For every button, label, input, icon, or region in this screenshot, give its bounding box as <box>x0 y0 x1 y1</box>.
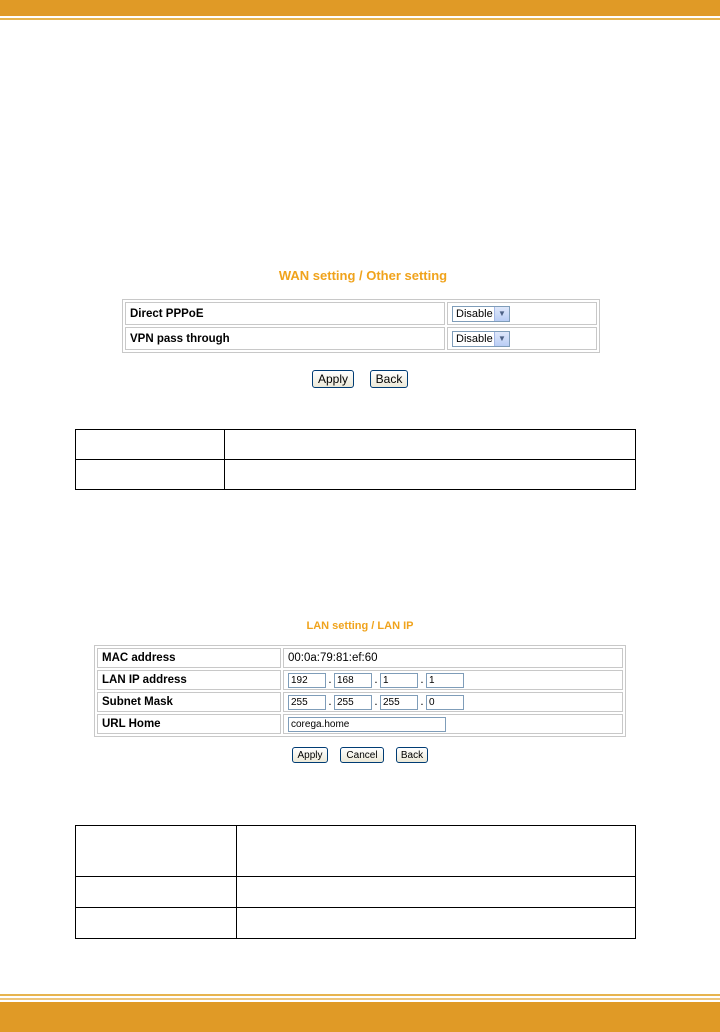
table-row <box>76 460 636 490</box>
lan-ip-octet-2[interactable]: 168 <box>334 673 372 688</box>
table-row <box>76 908 636 939</box>
table-row: LAN IP address 192 . 168 . 1 . 1 <box>97 670 623 690</box>
url-home-input[interactable]: corega.home <box>288 717 446 732</box>
vpn-pass-through-value: Disable <box>456 332 493 345</box>
wan-back-button[interactable]: Back <box>370 370 408 388</box>
footer-rule-2 <box>0 998 720 1000</box>
url-home-label: URL Home <box>97 714 281 734</box>
direct-pppoe-label: Direct PPPoE <box>125 302 445 325</box>
subnet-mask-label: Subnet Mask <box>97 692 281 712</box>
lan-cancel-button[interactable]: Cancel <box>340 747 384 763</box>
vpn-pass-through-label: VPN pass through <box>125 327 445 350</box>
subnet-mask-octet-3[interactable]: 255 <box>380 695 418 710</box>
subnet-mask-octet-2[interactable]: 255 <box>334 695 372 710</box>
table-row <box>125 327 597 350</box>
vpn-pass-through-select[interactable] <box>452 331 510 347</box>
footer-band <box>0 1002 720 1032</box>
table-row <box>76 430 636 460</box>
chevron-down-icon[interactable]: ▼ <box>494 307 509 321</box>
table-row <box>76 826 636 877</box>
footer-rule <box>0 994 720 996</box>
table-row: Subnet Mask 255 . 255 . 255 . 0 <box>97 692 623 712</box>
table-row <box>125 302 597 325</box>
table-row <box>97 648 623 668</box>
wan-settings-table <box>122 299 600 353</box>
header-rule <box>0 18 720 20</box>
table-row <box>97 714 623 734</box>
mac-address-value: 00:0a:79:81:ef:60 <box>283 648 623 668</box>
subnet-mask-octet-1[interactable]: 255 <box>288 695 326 710</box>
lan-settings-table <box>94 645 626 737</box>
lan-apply-button[interactable]: Apply <box>292 747 328 763</box>
description-table-wan <box>75 429 636 490</box>
wan-title: WAN setting / Other setting <box>278 268 448 283</box>
lan-title: LAN setting / LAN IP <box>306 620 414 632</box>
subnet-mask-octet-4[interactable]: 0 <box>426 695 464 710</box>
lan-ip-label: LAN IP address <box>97 670 281 690</box>
mac-address-label: MAC address <box>97 648 281 668</box>
chevron-down-icon[interactable]: ▼ <box>494 332 509 346</box>
table-row <box>76 877 636 908</box>
lan-ip-octet-4[interactable]: 1 <box>426 673 464 688</box>
wan-apply-button[interactable]: Apply <box>312 370 354 388</box>
direct-pppoe-select[interactable] <box>452 306 510 322</box>
description-table-lan <box>75 825 636 939</box>
header-band <box>0 0 720 16</box>
lan-back-button[interactable]: Back <box>396 747 428 763</box>
direct-pppoe-value: Disable <box>456 307 493 320</box>
lan-ip-octet-3[interactable]: 1 <box>380 673 418 688</box>
lan-ip-octet-1[interactable]: 192 <box>288 673 326 688</box>
